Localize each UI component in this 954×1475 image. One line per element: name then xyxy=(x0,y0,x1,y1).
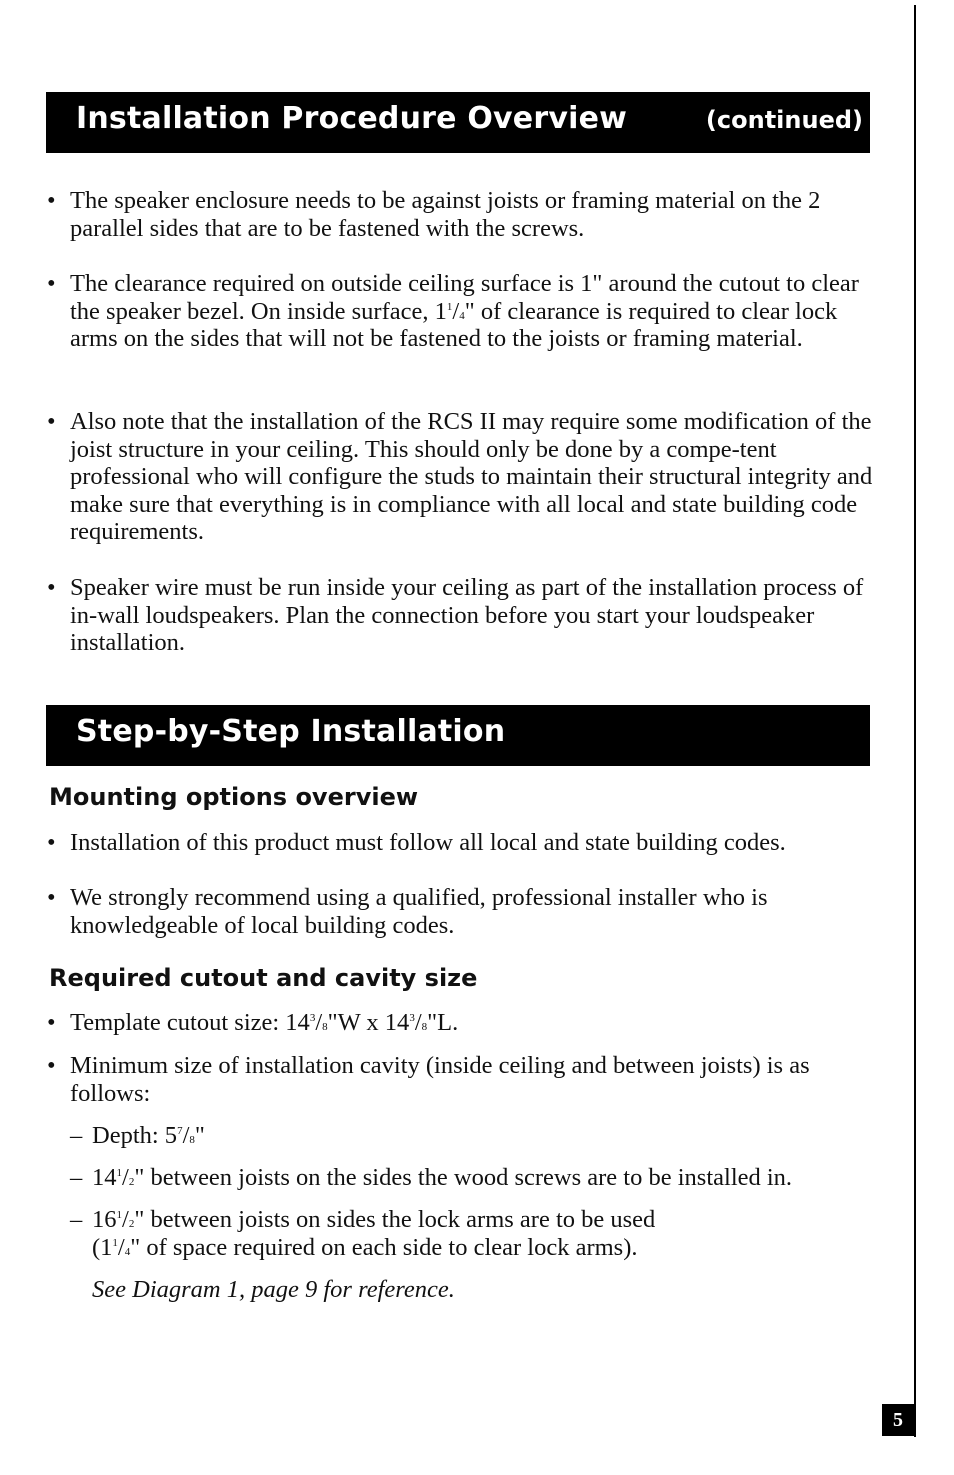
text-run: "W x 14 xyxy=(327,1009,410,1036)
bullet-text xyxy=(70,270,877,353)
page-number: 5 xyxy=(882,1404,914,1436)
fraction-numerator: 1 xyxy=(116,1167,122,1179)
bullet-text: Also note that the installation of the RCS II may require some modification of the joist structure in your ceiling. This should only be done by a compe-tent professional who will configure the studs to maintain their structural integrity and make sure that everything is in compliance with all local and state building code requirements. xyxy=(70,408,873,546)
list-item xyxy=(47,1052,877,1107)
fraction-denominator: 4 xyxy=(459,309,465,322)
text-run: The clearance required on outside ceiling surface is 1" around the cutout to clear the speaker bezel. On inside surface, 1 xyxy=(70,270,859,325)
fraction-denominator: 8 xyxy=(322,1021,328,1033)
fraction-slash: / xyxy=(122,1206,129,1233)
bullet-mark: • xyxy=(47,574,56,601)
bullet-mark: • xyxy=(47,829,56,856)
list-item xyxy=(47,408,877,546)
bullet-mark: • xyxy=(47,408,56,435)
bullet-mark: • xyxy=(47,270,56,297)
list-item xyxy=(47,1009,877,1037)
bullet-mark: • xyxy=(47,884,56,911)
text-run: " of clearance is required to clear lock arms on the sides that will not be fastened to the joists or framing material. xyxy=(70,297,838,353)
bullet-mark: • xyxy=(47,187,56,214)
fraction-denominator: 4 xyxy=(124,1245,131,1258)
text-run: Depth: 5 xyxy=(92,1122,178,1149)
text-run: " between joists on sides the lock arms are to be used xyxy=(134,1206,656,1233)
bullet-mark: • xyxy=(47,1052,56,1079)
dash-text xyxy=(92,1164,870,1192)
dash-mark: – xyxy=(70,1122,83,1149)
text-run: " xyxy=(194,1122,205,1149)
list-item xyxy=(47,270,877,353)
fraction-denominator: 2 xyxy=(128,1218,135,1230)
list-item xyxy=(47,884,877,939)
fraction-slash: / xyxy=(315,1009,323,1036)
bullet-mark: • xyxy=(47,1009,56,1036)
bullet-text: Speaker wire must be run inside your ceiling as part of the installation process of in-wall loudspeakers. Plan the connection before you start your loudspeaker installation. xyxy=(70,574,864,657)
fraction-slash: / xyxy=(182,1122,190,1149)
fraction-numerator: 3 xyxy=(409,1012,415,1024)
dash-mark: – xyxy=(70,1206,83,1233)
text-run: Template cutout size: 14 xyxy=(70,1009,310,1036)
text-run: 16 xyxy=(92,1206,117,1233)
section-header-overview xyxy=(46,92,870,153)
list-item xyxy=(70,1122,870,1150)
subheading-cutout: Required cutout and cavity size xyxy=(49,964,478,992)
text-run: "L. xyxy=(427,1009,459,1036)
fraction-slash: / xyxy=(117,1233,125,1261)
section-title: Installation Procedure Overview xyxy=(76,101,628,136)
section-title: Step-by-Step Installation xyxy=(76,714,506,749)
fraction-numerator: 1 xyxy=(446,300,453,313)
text-run: " of space required on each side to clear lock arms). xyxy=(130,1233,638,1261)
bullet-text: We strongly recommend using a qualified, professional installer who is knowledgeable of local building codes. xyxy=(70,884,768,939)
list-item xyxy=(47,187,877,242)
continued-label: (continued) xyxy=(705,106,863,134)
text-run: " between joists on the sides the wood screws are to be installed in. xyxy=(134,1164,793,1191)
bullet-text: Minimum size of installation cavity (inside ceiling and between joists) is as follows: xyxy=(70,1052,810,1107)
fraction-numerator: 1 xyxy=(112,1236,118,1249)
bullet-text: Installation of this product must follow all local and state building codes. xyxy=(70,829,786,856)
bullet-text xyxy=(70,1009,877,1037)
fraction-numerator: 3 xyxy=(309,1012,316,1024)
fraction-numerator: 1 xyxy=(116,1209,122,1221)
fraction-slash: / xyxy=(122,1164,129,1191)
list-item xyxy=(47,829,877,857)
list-item xyxy=(47,574,877,657)
text-run: (1 xyxy=(92,1233,113,1261)
fraction-denominator: 2 xyxy=(128,1176,135,1188)
list-item xyxy=(70,1206,870,1261)
diagram-reference: See Diagram 1, page 9 for reference. xyxy=(92,1276,455,1303)
section-header-step-by-step xyxy=(46,705,870,766)
fraction-slash: / xyxy=(414,1009,422,1036)
vertical-rule xyxy=(914,5,916,1437)
fraction-numerator: 7 xyxy=(177,1125,183,1137)
text-run: 14 xyxy=(92,1164,117,1191)
bullet-text: The speaker enclosure needs to be against joists or framing material on the 2 parallel sides that are to be fastened with the screws. xyxy=(70,187,821,242)
fraction-slash: / xyxy=(452,297,460,325)
dash-text xyxy=(92,1206,870,1261)
subheading-mounting: Mounting options overview xyxy=(49,783,419,811)
list-item xyxy=(70,1164,870,1192)
fraction-denominator: 8 xyxy=(421,1021,428,1033)
dash-mark: – xyxy=(70,1164,83,1191)
fraction-denominator: 8 xyxy=(189,1134,195,1146)
dash-text xyxy=(92,1122,870,1150)
